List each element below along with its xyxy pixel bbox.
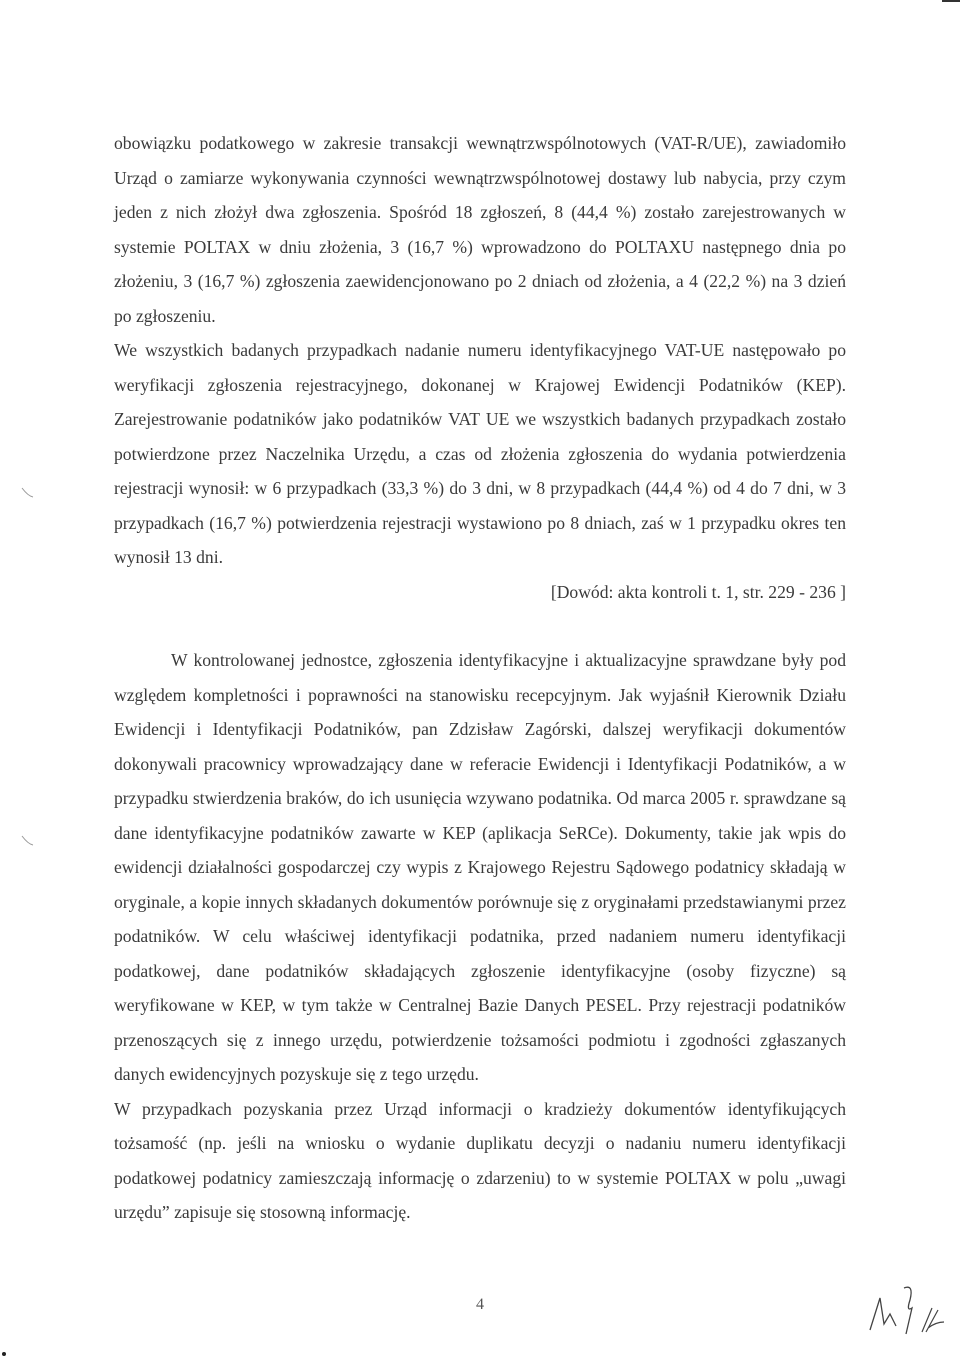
handwritten-initials bbox=[866, 1278, 946, 1338]
binding-hole-mark bbox=[20, 834, 34, 848]
paragraph-stolen-documents: W przypadkach pozyskania przez Urząd informacji o kradzieży dokumentów identyfikujących tożsamość (np. jeśli na wniosku o wydanie duplikatu decyzji o nadaniu numeru identyfikacji podatkowej podatnicy zamieszczają informację o zdarzeniu) to w systemie POLTAX w polu „uwagi urzędu” zapisuje się stosowną informację. bbox=[114, 1098, 846, 1222]
scan-corner-mark bbox=[942, 0, 960, 2]
binding-hole-mark bbox=[20, 486, 34, 500]
scan-dot bbox=[2, 1352, 6, 1356]
page-number: 4 bbox=[476, 1296, 484, 1313]
paragraph-identification-checks: W kontrolowanej jednostce, zgłoszenia identyfikacyjne i aktualizacyjne sprawdzane były pod względem kompletności i poprawności na stanowisku recepcyjnym. Jak wyjaśnił Kierownik Działu Ewidencji i Identyfikacji Podatników, pan Zdzisław Zagórski, dalszej weryfikacji dokumentów dokonywali pracownicy wprowadzający dane w referacie Ewidencji i Identyfikacji Podatników, a w przypadku stwierdzenia braków, do ich usunięcia wzywano podatnika. Od marca 2005 r. sprawdzane są dane identyfikacyjne podatników zawarte w KEP (aplikacja SeRCe). Dokumenty, takie jak wpis do ewidencji działalności gospodarczej czy wypis z Krajowego Rejestru Sądowego podatnicy składają w oryginale, a kopie innych składanych dokumentów porównuje się z oryginałami przedstawianymi przez podatników. W celu właściwej identyfikacji podatnika, przed nadaniem numeru identyfikacji podatkowej, dane podatników składających zgłoszenie identyfikacyjne (osoby fizyczne) są weryfikowane w KEP, w tym także w Centralnej Bazie Danych PESEL. Przy rejestracji podatników przenoszących się z innego urzędu, potwierdzenie tożsamości podmiotu i zgodności zgłaszanych danych ewidencyjnych pozyskuje się z tego urzędu. bbox=[114, 650, 846, 1084]
paragraph-registration-stats: obowiązku podatkowego w zakresie transakcji wewnątrzwspólnotowych (VAT-R/UE), zawiadomiło Urząd o zamiarze wykonywania czynności wewnątrzwspólnotowej dostawy lub nabycia, przy czym jeden z nich złożył dwa zgłoszenia. Spośród 18 zgłoszeń, 8 (44,4 %) zostało zarejestrowanych w systemie POLTAX w dniu złożenia, 3 (16,7 %) wprowadzono do POLTAXU następnego dnia po złożeniu, 3 (16,7 %) zgłoszenia zaewidencjonowano po 2 dniach od złożenia, a 4 (22,2 %) na 3 dzień po zgłoszeniu. bbox=[114, 133, 846, 326]
paragraph-vat-ue-verification: We wszystkich badanych przypadkach nadanie numeru identyfikacyjnego VAT-UE następowało po weryfikacji zgłoszenia rejestracyjnego, dokonanej w Krajowej Ewidencji Podatników (KEP). Zarejestrowanie podatników jako podatników VAT UE we wszystkich badanych przypadkach zostało potwierdzone przez Naczelnika Urzędu, a czas od złożenia zgłoszenia do wydania potwierdzenia rejestracji wynosił: w 6 przypadkach (33,3 %) do 3 dni, w 8 przypadkach (44,4 %) od 4 do 7 dni, w 3 przypadkach (16,7 %) potwierdzenia rejestracji wystawiono po 8 dniach, zaś w 1 przypadku okres ten wynosił 13 dni. bbox=[114, 340, 846, 567]
evidence-reference: [Dowód: akta kontroli t. 1, str. 229 - 236 ] bbox=[550, 581, 846, 602]
document-body bbox=[114, 126, 846, 1230]
